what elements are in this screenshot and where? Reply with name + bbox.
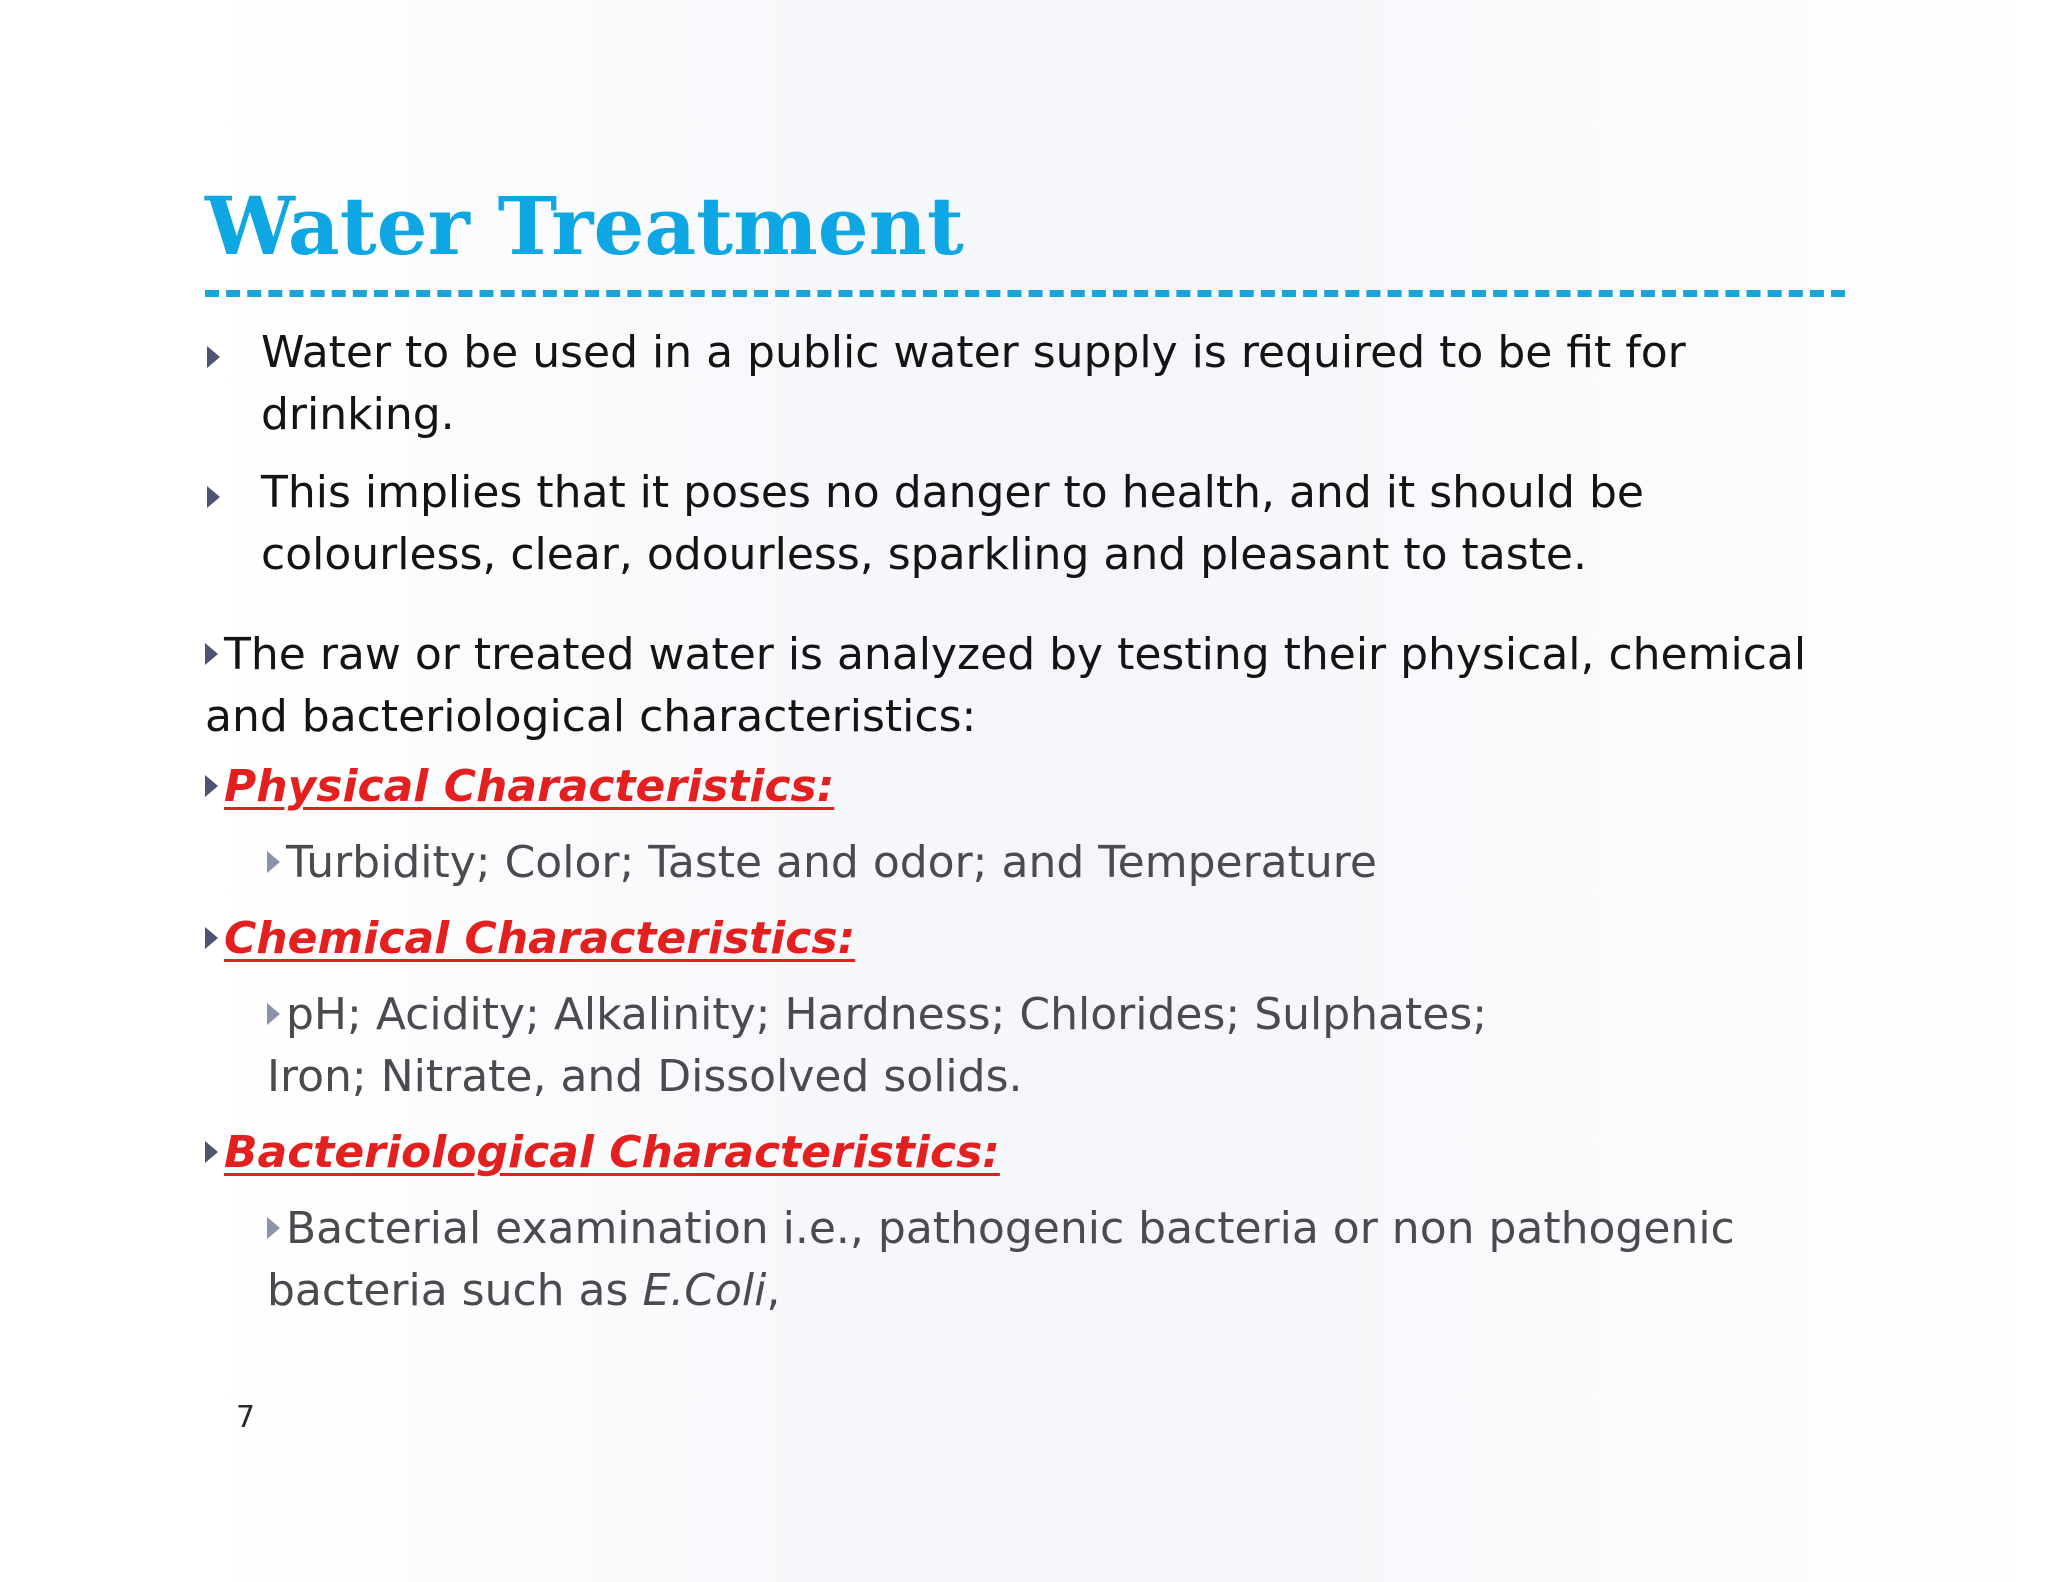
intro-text: The raw or treated water is analyzed by testing their physical, chemical and bacteriological characteristics: xyxy=(205,629,1807,742)
bullet-list xyxy=(205,322,1845,602)
heading-label: Physical Characteristics: xyxy=(224,761,835,812)
triangle-right-icon xyxy=(207,346,220,368)
detail-text: Turbidity; Color; Taste and odor; and Temperature xyxy=(286,837,1377,888)
title-divider xyxy=(205,290,1845,297)
triangle-right-icon xyxy=(205,775,218,797)
triangle-right-icon xyxy=(267,1003,280,1025)
detail-text: Bacterial examination i.e., pathogenic bacteria or non pathogenic bacteria such as xyxy=(267,1203,1735,1316)
page-number: 7 xyxy=(236,1400,256,1435)
triangle-right-icon xyxy=(205,643,218,665)
triangle-right-icon xyxy=(267,1217,280,1239)
section-detail-bacteriological xyxy=(267,1198,1847,1322)
section-heading-physical xyxy=(205,756,834,818)
triangle-right-icon xyxy=(267,851,280,873)
section-heading-chemical xyxy=(205,908,855,970)
triangle-right-icon xyxy=(205,1141,218,1163)
detail-text: pH; Acidity; Alkalinity; Hardness; Chlorides; Sulphates; Iron; Nitrate, and Dissolved solids. xyxy=(267,989,1488,1102)
bullet-item xyxy=(205,462,1845,586)
section-detail-chemical xyxy=(267,984,1547,1108)
heading-label: Bacteriological Characteristics: xyxy=(224,1127,1000,1178)
slide-title: Water Treatment xyxy=(205,179,964,273)
triangle-right-icon xyxy=(205,927,218,949)
section-heading-bacteriological xyxy=(205,1122,1000,1184)
heading-label: Chemical Characteristics: xyxy=(224,913,856,964)
detail-tail: , xyxy=(766,1265,781,1316)
intro-paragraph xyxy=(205,624,1845,748)
section-detail-physical xyxy=(267,832,1847,894)
triangle-right-icon xyxy=(207,486,220,508)
bullet-text: This implies that it poses no danger to health, and it should be colourless, clear, odourless, sparkling and pleasant to taste. xyxy=(261,467,1644,580)
organism-name: E.Coli xyxy=(642,1265,767,1316)
bullet-text: Water to be used in a public water supply is required to be fit for drinking. xyxy=(261,327,1686,440)
bullet-item xyxy=(205,322,1845,446)
